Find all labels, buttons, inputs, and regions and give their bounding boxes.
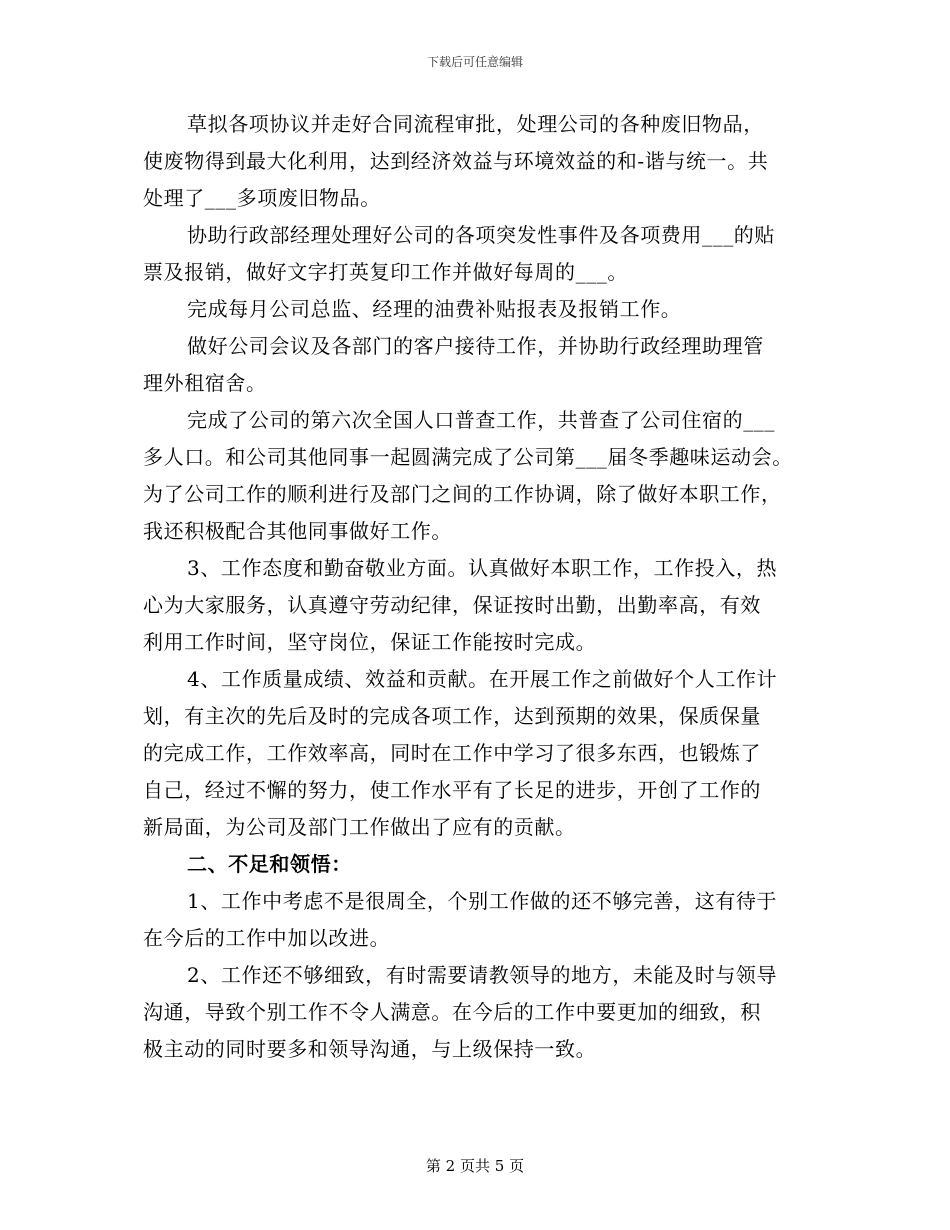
paragraph-line: 使废物得到最大化利用，达到经济效益与环境效益的和-谐与统一。共: [143, 149, 769, 173]
paragraph-line: 自己，经过不懈的努力，使工作水平有了长足的进步，开创了工作的: [143, 778, 761, 802]
paragraph-line: 1、工作中考虑不是很周全，个别工作做的还不够完善，这有待于: [187, 889, 778, 913]
paragraph-line: 完成了公司的第六次全国人口普查工作，共普查了公司住宿的___: [187, 408, 775, 432]
paragraph-line: 完成每月公司总监、经理的油费补贴报表及报销工作。: [187, 297, 682, 321]
paragraph-line: 4、工作质量成绩、效益和贡献。在开展工作之前做好个人工作计: [187, 667, 778, 691]
paragraph-line: 划，有主次的先后及时的完成各项工作，达到预期的效果，保质保量: [143, 704, 761, 728]
paragraph-line: 在今后的工作中加以改进。: [143, 926, 391, 950]
paragraph-line: 极主动的同时要多和领导沟通，与上级保持一致。: [143, 1037, 597, 1061]
paragraph-line: 沟通，导致个别工作不令人满意。在今后的工作中要更加的细致，积: [143, 1000, 761, 1024]
paragraph-line: 2、工作还不够细致，有时需要请教领导的地方，未能及时与领导: [187, 963, 778, 987]
page-footer: 第 2 页共 5 页: [425, 1157, 525, 1175]
paragraph-line: 草拟各项协议并走好合同流程审批，处理公司的各种废旧物品，: [187, 112, 764, 136]
paragraph-line: 我还积极配合其他同事做好工作。: [143, 519, 452, 543]
paragraph-line: 利用工作时间，坚守岗位，保证工作能按时完成。: [143, 630, 597, 654]
paragraph-line: 做好公司会议及各部门的客户接待工作，并协助行政经理助理管: [187, 334, 764, 358]
paragraph-line: 理外租宿舍。: [143, 371, 267, 395]
paragraph-line: 票及报销，做好文字打英复印工作并做好每周的___。: [143, 260, 628, 284]
paragraph-line: 协助行政部经理处理好公司的各项突发性事件及各项费用___的贴: [187, 223, 775, 247]
page-header: 下载后可任意编辑: [426, 55, 523, 69]
paragraph-line: 新局面，为公司及部门工作做出了应有的贡献。: [143, 815, 576, 839]
paragraph-line: 多人口。和公司其他同事一起圆满完成了公司第___届冬季趣味运动会。: [143, 445, 793, 469]
body-text: [143, 106, 811, 1068]
paragraph-line: 的完成工作，工作效率高，同时在工作中学习了很多东西，也锻炼了: [143, 741, 761, 765]
section-heading: 二、不足和领悟：: [187, 852, 352, 876]
paragraph-line: 处理了___多项废旧物品。: [143, 186, 381, 210]
paragraph-line: 心为大家服务，认真遵守劳动纪律，保证按时出勤，出勤率高，有效: [143, 593, 761, 617]
paragraph-line: 为了公司工作的顺利进行及部门之间的工作协调，除了做好本职工作，: [143, 482, 782, 506]
paragraph-line: 3、工作态度和勤奋敬业方面。认真做好本职工作，工作投入，热: [187, 556, 778, 580]
